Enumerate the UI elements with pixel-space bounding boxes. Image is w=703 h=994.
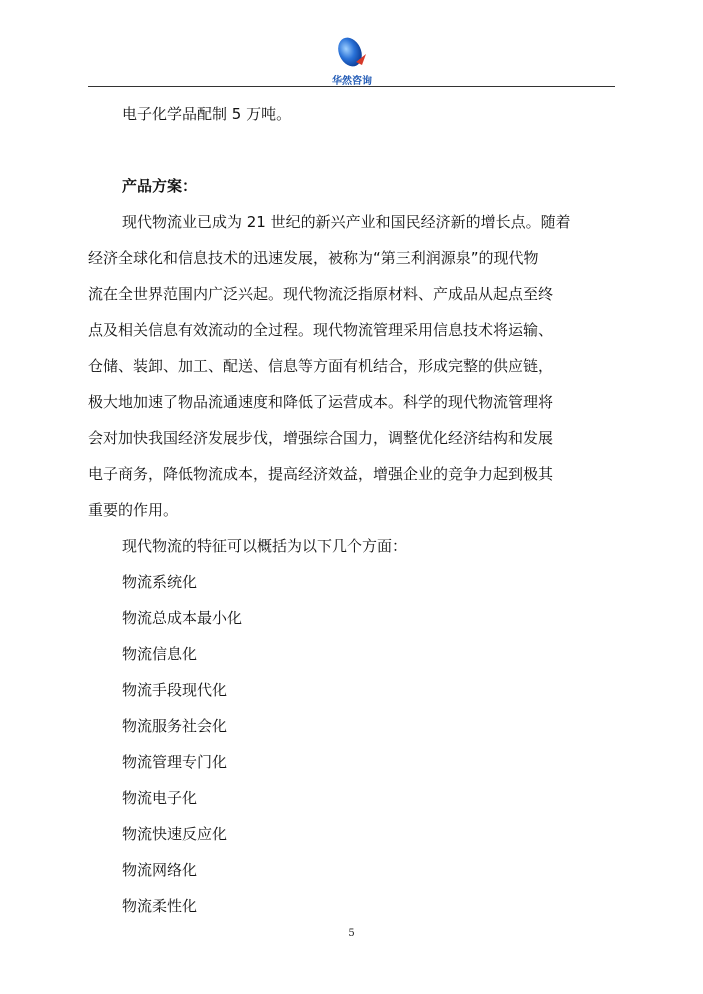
section-title: 产品方案：	[122, 177, 198, 195]
list-item: 物流柔性化	[122, 897, 198, 915]
paragraph-line: 仓储、装卸、加工、配送、信息等方面有机结合，形成完整的供应链，	[88, 357, 554, 375]
list-item: 物流总成本最小化	[122, 609, 243, 627]
paragraph-line: 现代物流业已成为 21 世纪的新兴产业和国民经济新的增长点。随着	[122, 213, 571, 231]
globe-logo-icon	[322, 32, 382, 72]
list-item: 物流服务社会化	[122, 717, 228, 735]
paragraph-line: 会对加快我国经济发展步伐，增强综合国力，调整优化经济结构和发展	[88, 429, 554, 447]
feature-list	[88, 564, 615, 924]
paragraph-line: 电子商务，降低物流成本，提高经济效益，增强企业的竞争力起到极其	[88, 465, 554, 483]
paragraph	[88, 204, 615, 528]
paragraph-line: 点及相关信息有效流动的全过程。现代物流管理采用信息技术将运输、	[88, 321, 554, 339]
page-header	[88, 30, 615, 88]
list-item: 物流系统化	[122, 573, 198, 591]
list-item: 物流手段现代化	[122, 681, 228, 699]
header-divider	[88, 86, 615, 87]
blank-line	[88, 132, 615, 168]
features-intro: 现代物流的特征可以概括为以下几个方面：	[122, 537, 408, 555]
list-item: 物流网络化	[122, 861, 198, 879]
company-logo	[322, 32, 382, 88]
list-item: 物流信息化	[122, 645, 198, 663]
paragraph-line: 流在全世界范围内广泛兴起。现代物流泛指原材料、产成品从起点至终	[88, 285, 554, 303]
list-item: 物流快速反应化	[122, 825, 228, 843]
page-number: 5	[348, 928, 355, 939]
logo-text: 华然咨询	[332, 76, 372, 87]
intro-line: 电子化学品配制 5 万吨。	[122, 105, 292, 123]
list-item: 物流管理专门化	[122, 753, 228, 771]
paragraph-line: 重要的作用。	[88, 501, 179, 519]
document-body	[88, 96, 615, 924]
list-item: 物流电子化	[122, 789, 198, 807]
paragraph-line: 极大地加速了物品流通速度和降低了运营成本。科学的现代物流管理将	[88, 393, 554, 411]
paragraph-line: 经济全球化和信息技术的迅速发展，被称为“第三利润源泉”的现代物	[88, 249, 539, 267]
